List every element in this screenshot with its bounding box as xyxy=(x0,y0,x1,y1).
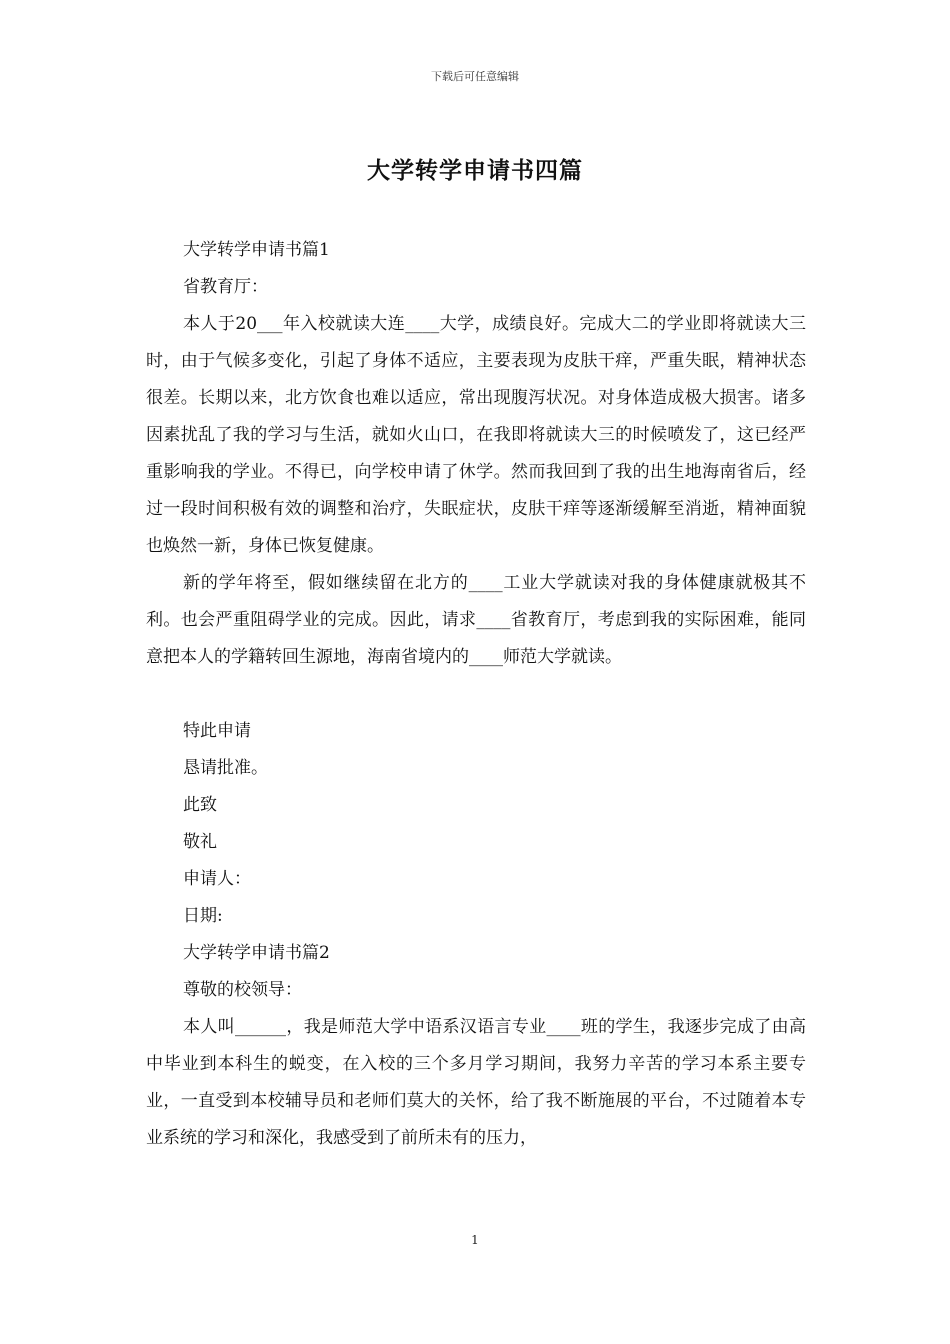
salutation: 尊敬的校领导： xyxy=(183,980,302,1000)
body-paragraph: 本人于20___年入校就读大连____大学，成绩良好。完成大二的学业即将就读大三时，由于气候多变化，引起了身体不适应，主要表现为皮肤干痒，严重失眠，精神状态很差。长期以来，北方饮食也难以适应，常出现腹泻状况。对身体造成极大损害。诸多因素扰乱了我的学习与生活，就如火山口，在我即将就读大三的时候喷发了，这已经严重影响我的学业。不得已，向学校申请了休学。然而我回到了我的出生地海南省后，经过一段时间积极有效的调整和治疗，失眠症状，皮肤干痒等逐渐缓解至消逝，精神面貌也焕然一新，身体已恢复健康。 xyxy=(146,314,806,556)
signature-line: 申请人： xyxy=(183,869,251,889)
header-note: 下载后可任意编辑 xyxy=(431,70,519,83)
body-paragraph: 新的学年将至，假如继续留在北方的____工业大学就读对我的身体健康就极其不利。也会严重阻碍学业的完成。因此，请求____省教育厅，考虑到我的实际困难，能同意把本人的学籍转回生源地，海南省境内的____师范大学就读。 xyxy=(146,573,806,667)
document-body xyxy=(146,232,806,1157)
closing-line: 此致 xyxy=(183,795,217,815)
page-number: 1 xyxy=(471,1233,479,1247)
closing-line: 敬礼 xyxy=(183,832,217,852)
body-paragraph: 本人叫______，我是师范大学中语系汉语言专业____班的学生，我逐步完成了由高中毕业到本科生的蜕变，在入校的三个多月学习期间，我努力辛苦的学习本系主要专业，一直受到本校辅导员和老师们莫大的关怀，给了我不断施展的平台，不过随着本专业系统的学习和深化，我感受到了前所未有的压力， xyxy=(146,1017,806,1148)
section-heading: 大学转学申请书篇1 xyxy=(183,240,330,260)
document-title: 大学转学申请书四篇 xyxy=(367,157,583,184)
closing-line: 恳请批准。 xyxy=(183,758,268,778)
section-heading: 大学转学申请书篇2 xyxy=(183,943,330,963)
salutation: 省教育厅： xyxy=(183,277,268,297)
date-line: 日期: xyxy=(183,906,223,926)
closing-line: 特此申请 xyxy=(183,721,251,741)
paragraph-gap xyxy=(146,676,806,713)
